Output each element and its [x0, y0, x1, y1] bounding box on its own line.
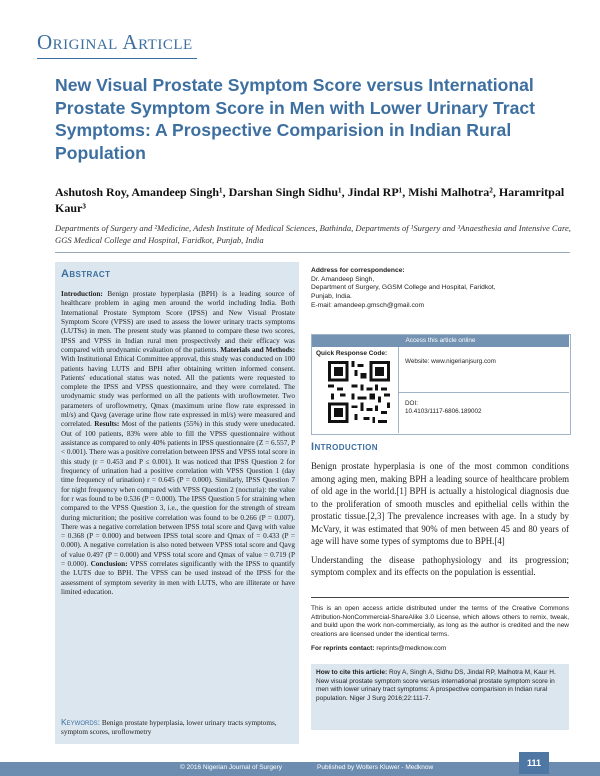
- authors: Ashutosh Roy, Amandeep Singh¹, Darshan Singh Sidhu¹, Jindal RP¹, Mishi Malhotra², Haramritpal Kaur³: [55, 185, 565, 215]
- article-type-rule: [37, 58, 197, 59]
- abstract-methods-text: With Institutional Ethical Committee approval, this study was conducted on 100 patients having LUTS and BPH after obtaining written informed consent. Patients' educational status was noted. All the patients were requested to complete the IPSS and VPSS questionnaire, and they were correlated. The urodynamic study was performed on all the patients with uroflowmeter. Two parameters of uroflowmetry, Qmax (maximum urine flow rate expressed in ml/s) and Qavg (average urine flow rate expressed in ml/s) were measured and correlated.: [61, 355, 295, 429]
- citation-text: Roy A, Singh A, Sidhu DS, Jindal RP, Malhotra M, Kaur H. New visual prostate symptom score versus international prostate symptom score in men with lower urinary tract symptoms: A prospective comparision in Indian rural population. Niger J Surg 2016;22:111-7.: [316, 669, 556, 702]
- abstract-results-label: Results:: [94, 420, 120, 429]
- footer-bar: [0, 762, 600, 776]
- footer-copyright: © 2016 Nigerian Journal of Surgery: [180, 764, 282, 771]
- paper-title: New Visual Prostate Symptom Score versus International Prostate Symptom Score in Men with Lower Urinary Tract Symptoms: A Prospective Comparision in Indian Rural Population: [55, 75, 536, 163]
- keywords-text: Benign prostate hyperplasia, lower urinary tracts symptoms, symptom scores, uroflowmetry: [61, 719, 277, 737]
- doi-value[interactable]: 10.4103/1117-6806.189002: [405, 408, 482, 415]
- correspondence-heading: Address for correspondence:: [311, 267, 405, 274]
- access-divider-vertical: [398, 347, 399, 433]
- reprints: [311, 645, 446, 652]
- introduction-paragraph: Benign prostate hyperplasia is one of the most common conditions among aging men, making BPH a leading source of healthcare problem of old age in the world.[1] BPH is actually a histological diagnosis due to the proliferation of smooth muscles and epithelial cells within the prostatic tissue.[2,3] The prevalence increases with age. In a study by McVary, it was estimated that 90% of men between 45 and 80 years of age will have some types of symptoms due to BPH.[4]: [311, 461, 569, 547]
- license-divider: [311, 597, 569, 598]
- introduction-body: [311, 460, 569, 585]
- access-online-bar: Access this article online: [312, 335, 569, 347]
- correspondence-line: Department of Surgery, GGSM College and Hospital, Faridkot,: [311, 284, 496, 292]
- reprints-email[interactable]: reprints@medknow.com: [376, 645, 447, 652]
- qr-code-label: Quick Response Code:: [316, 350, 388, 357]
- header-divider: [55, 252, 570, 253]
- citation-label: How to cite this article:: [316, 669, 388, 676]
- abstract-results-text: Most of the patients (55%) in this study were uneducated. Out of 100 patients, 83% were able to fill the VPSS questionnaire without assistance as compared to only 40% patients in IPSS questionnaire (Z = 6.557, P < 0.001). There was a positive correlation between IPSS and VPSS total score in this study (r = 0.453 and P ≤ 0.001). It was noticed that IPSS Question 2 for frequency of urination had a positive correlation with VPSS Question 1 (day time frequency of urination) r = 0.645 (P = 0.000). Similarly, IPSS Question 7 for night frequency when compared with VPSS Question 2 (nocturia): the value for r was found to be 0.536 (P = 0.000). The IPSS Question 5 for straining when compared to the VPSS Question 3, i.e., the question for the strength of stream during micturition; the positive correlation was found to be 0.266 (P = 0.007). There was a negative correlation between IPSS total score and Qavg with value = 0.368 (P = 0.000) and between IPSS total score and Qmax of = 0.433 (P = 0.000). A negative correlation is also noted between VPSS total score and Qavg of value 0.497 (P = 0.000) and VPSS total score and Qmax of value = 0.719 (P = 0.000).: [61, 420, 296, 569]
- abstract-intro-label: Introduction:: [61, 290, 103, 298]
- footer-publisher: Published by Wolters Kluwer - Medknow: [317, 764, 434, 771]
- correspondence-email[interactable]: E-mail: amandeep.gmsch@gmail.com: [311, 301, 425, 309]
- abstract-conclusion-text: VPSS correlates significantly with the IPSS to quantify the LUTS due to BPH. The VPSS can be used instead of the IPSS for the assessment of symptom severity in men with LUTS, who are illiterate or have limited education.: [61, 560, 296, 596]
- introduction-paragraph: Understanding the disease pathophysiology and its progression; symptom complex and its effects on the population is essential.: [311, 554, 569, 578]
- affiliations: Departments of Surgery and ²Medicine, Adesh Institute of Medical Sciences, Bathinda, Departments of ¹Surgery and ³Anaesthesia and Intensive Care, GGS Medical College and Hospital, Faridkot, Punjab, India: [55, 223, 571, 245]
- doi-label: DOI:: [405, 400, 418, 407]
- abstract-methods-label: Materials and Methods:: [220, 345, 296, 354]
- correspondence: [311, 267, 566, 311]
- abstract-body: [61, 290, 295, 597]
- access-divider-horizontal: [398, 392, 569, 393]
- abstract-intro-text: Benign prostate hyperplasia (BPH) is a leading source of healthcare problem in aging men around the world including India. Both International Prostate Symptom Score (IPSS) and New Visual Prostate Symptom Score (VPSS) are used to assess the lower urinary tracts symptoms (LUTSs) in men. The present study was planned to compare these two scores, IPSS and VPSS in Indian rural men prospectively and their efficacy was compared with urodynamic evaluation of the patients.: [61, 290, 295, 354]
- introduction-heading: Introduction: [311, 441, 378, 453]
- page-number: 111: [519, 752, 549, 774]
- citation: [316, 669, 566, 703]
- website-link[interactable]: Website: www.nigerianjsurg.com: [405, 358, 496, 365]
- abstract-heading: Abstract: [61, 268, 111, 280]
- keywords: [61, 718, 295, 738]
- reprints-label: For reprints contact:: [311, 645, 375, 652]
- correspondence-line: Punjab, India.: [311, 293, 352, 301]
- license-text: This is an open access article distributed under the terms of the Creative Commons Attribution-NonCommercial-ShareAlike 3.0 License, which allows others to remix, tweak, and build upon the work non-commercially, as long as the author is credited and the new creations are licensed under the identical terms.: [311, 605, 569, 638]
- abstract-conclusion-label: Conclusion:: [90, 560, 128, 569]
- article-type: Original Article: [37, 30, 193, 54]
- qr-code-icon: [328, 361, 390, 423]
- keywords-label: Keywords:: [61, 717, 101, 727]
- correspondence-line: Dr. Amandeep Singh,: [311, 275, 375, 283]
